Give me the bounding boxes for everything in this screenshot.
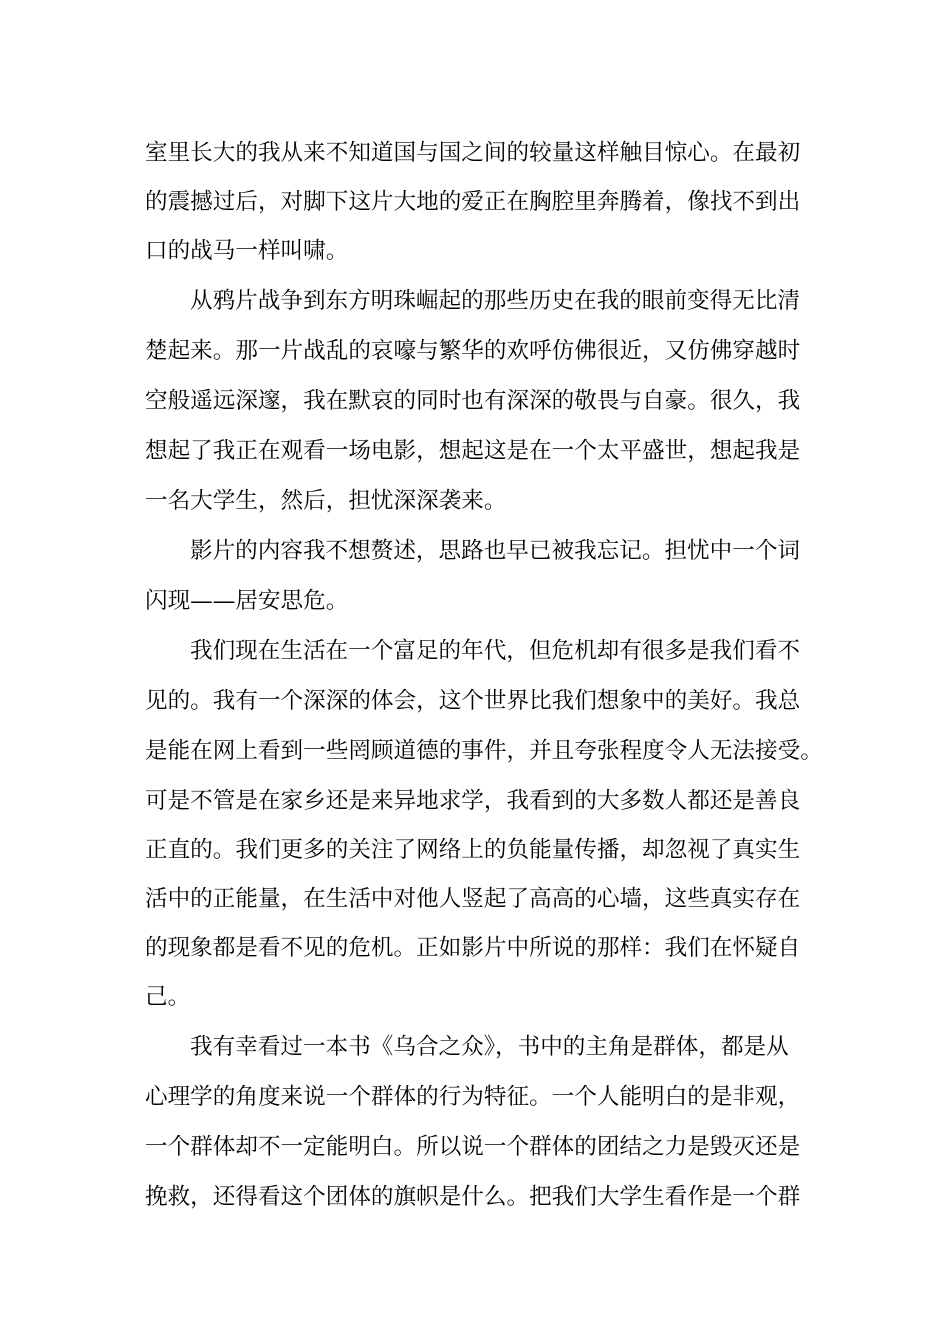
text-line: 是能在网上看到一些罔顾道德的事件，并且夸张程度令人无法接受。 bbox=[145, 738, 823, 764]
text-line: 影片的内容我不想赘述，思路也早已被我忘记。担忧中一个词 bbox=[190, 538, 801, 564]
text-line: 可是不管是在家乡还是来异地求学，我看到的大多数人都还是善良 bbox=[145, 788, 801, 814]
text-line: 一个群体却不一定能明白。所以说一个群体的团结之力是毁灭还是 bbox=[145, 1134, 801, 1160]
text-line: 一名大学生，然后，担忧深深袭来。 bbox=[145, 488, 507, 514]
text-line: 挽救，还得看这个团体的旗帜是什么。把我们大学生看作是一个群 bbox=[145, 1184, 801, 1210]
text-line: 活中的正能量，在生活中对他人竖起了高高的心墙，这些真实存在 bbox=[145, 886, 801, 912]
text-line: 空般遥远深邃，我在默哀的同时也有深深的敬畏与自豪。很久，我 bbox=[145, 388, 801, 414]
text-line: 的震撼过后，对脚下这片大地的爱正在胸腔里奔腾着，像找不到出 bbox=[145, 189, 801, 215]
text-line: 想起了我正在观看一场电影，想起这是在一个太平盛世，想起我是 bbox=[145, 438, 801, 464]
text-line: 室里长大的我从来不知道国与国之间的较量这样触目惊心。在最初 bbox=[145, 140, 801, 166]
text-line: 闪现——居安思危。 bbox=[145, 588, 349, 614]
text-line: 正直的。我们更多的关注了网络上的负能量传播，却忽视了真实生 bbox=[145, 837, 801, 863]
text-line: 我有幸看过一本书《乌合之众》，书中的主角是群体，都是从 bbox=[190, 1034, 789, 1060]
text-line: 见的。我有一个深深的体会，这个世界比我们想象中的美好。我总 bbox=[145, 688, 801, 714]
text-line: 心理学的角度来说一个群体的行为特征。一个人能明白的是非观， bbox=[145, 1084, 801, 1110]
text-line: 口的战马一样叫啸。 bbox=[145, 238, 349, 264]
text-line: 己。 bbox=[145, 984, 191, 1010]
text-line: 我们现在生活在一个富足的年代，但危机却有很多是我们看不 bbox=[190, 638, 801, 664]
text-line: 楚起来。那一片战乱的哀嚎与繁华的欢呼仿佛很近，又仿佛穿越时 bbox=[145, 338, 801, 364]
text-line: 从鸦片战争到东方明珠崛起的那些历史在我的眼前变得无比清 bbox=[190, 288, 801, 314]
text-line: 的现象都是看不见的危机。正如影片中所说的那样：我们在怀疑自 bbox=[145, 935, 801, 961]
